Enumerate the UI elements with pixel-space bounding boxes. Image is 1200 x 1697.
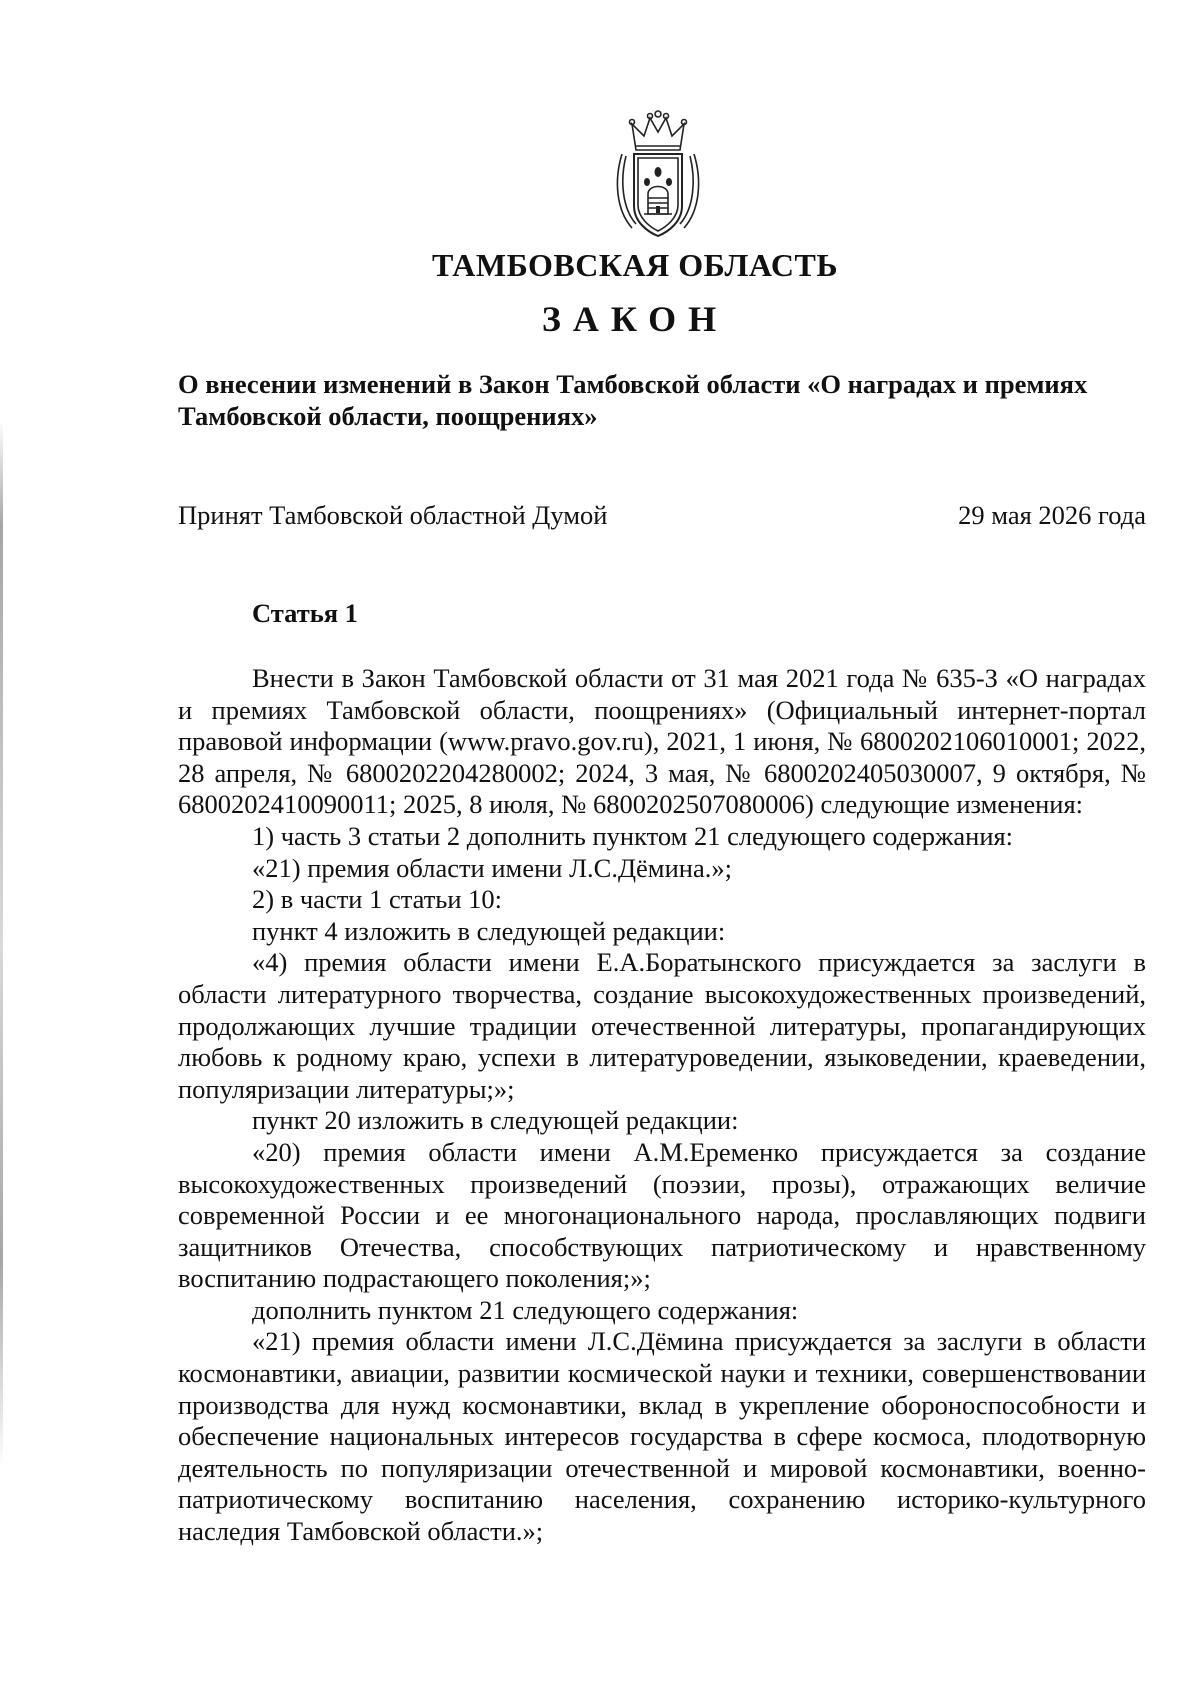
adoption-line xyxy=(178,500,1146,531)
article-paragraph: дополнить пунктом 21 следующего содержания: xyxy=(252,1294,799,1325)
law-title: О внесении изменений в Закон Тамбовской области «О наградах и премиях Тамбовской области, поощрениях» xyxy=(178,369,1088,431)
article-paragraph: 1) часть 3 статьи 2 дополнить пунктом 21 следующего содержания: xyxy=(252,820,1014,851)
article-heading: Статья 1 xyxy=(252,598,358,628)
region-title: ТАМБОВСКАЯ ОБЛАСТЬ xyxy=(432,247,838,283)
article-body xyxy=(178,663,1146,1548)
article-paragraph: «21) премия области имени Л.С.Дёмина присуждается за заслуги в области космонавтики, авиации, развитии космической науки и техники, совершенствовании производства для нужд космонавтики, вклад в укрепление обороноспособности и обеспечение национальных интересов государства в сфере космоса, плодотворную деятельность по популяризации отечественной и мировой космонавтики, военно-патриотическому воспитанию населения, сохранению историко-культурного наследия Тамбовской области.»; xyxy=(178,1326,1146,1547)
article-paragraph: «20) премия области имени А.М.Еременко присуждается за создание высокохудожественных произведений (поэзии, прозы), отражающих величие современной России и ее многонационального народа, прославляющих подвиги защитников Отечества, способствующих патриотическому и нравственному воспитанию подрастающего поколения;»; xyxy=(178,1136,1146,1294)
article-paragraph: Внести в Закон Тамбовской области от 31 мая 2021 года № 635-З «О наградах и премиях Тамбовской области, поощрениях» (Официальный интернет-портал правовой информации (www.pravo.gov.ru), 2021, 1 июня, № 6800202106010001; 2022, 28 апреля, № 6800202204280002; 2024, 3 мая, № 6800202405030007, 9 октября, № 6800202410090011; 2025, 8 июля, № 6800202507080006) следующие изменения: xyxy=(178,663,1146,820)
article-paragraph: «4) премия области имени Е.А.Боратынского присуждается за заслуги в области литературного творчества, создание высокохудожественных произведений, продолжающих лучшие традиции отечественной литературы, пропагандирующих любовь к родному краю, успехи в литературоведении, языковедении, краеведении, популяризации литературы;»; xyxy=(178,947,1146,1104)
article-paragraph: пункт 20 изложить в следующей редакции: xyxy=(252,1105,739,1136)
article-paragraph: 2) в части 1 статьи 10: xyxy=(252,884,503,915)
article-paragraph: «21) премия области имени Л.С.Дёмина.»; xyxy=(252,852,732,883)
adoption-date: 29 мая 2026 года xyxy=(958,500,1146,530)
coat-of-arms-icon xyxy=(612,110,704,240)
scan-edge-artifact xyxy=(0,420,3,1470)
article-paragraph: пункт 4 изложить в следующей редакции: xyxy=(252,915,726,946)
adopted-by: Принят Тамбовской областной Думой xyxy=(178,500,608,530)
document-type: ЗАКОН xyxy=(541,299,729,339)
